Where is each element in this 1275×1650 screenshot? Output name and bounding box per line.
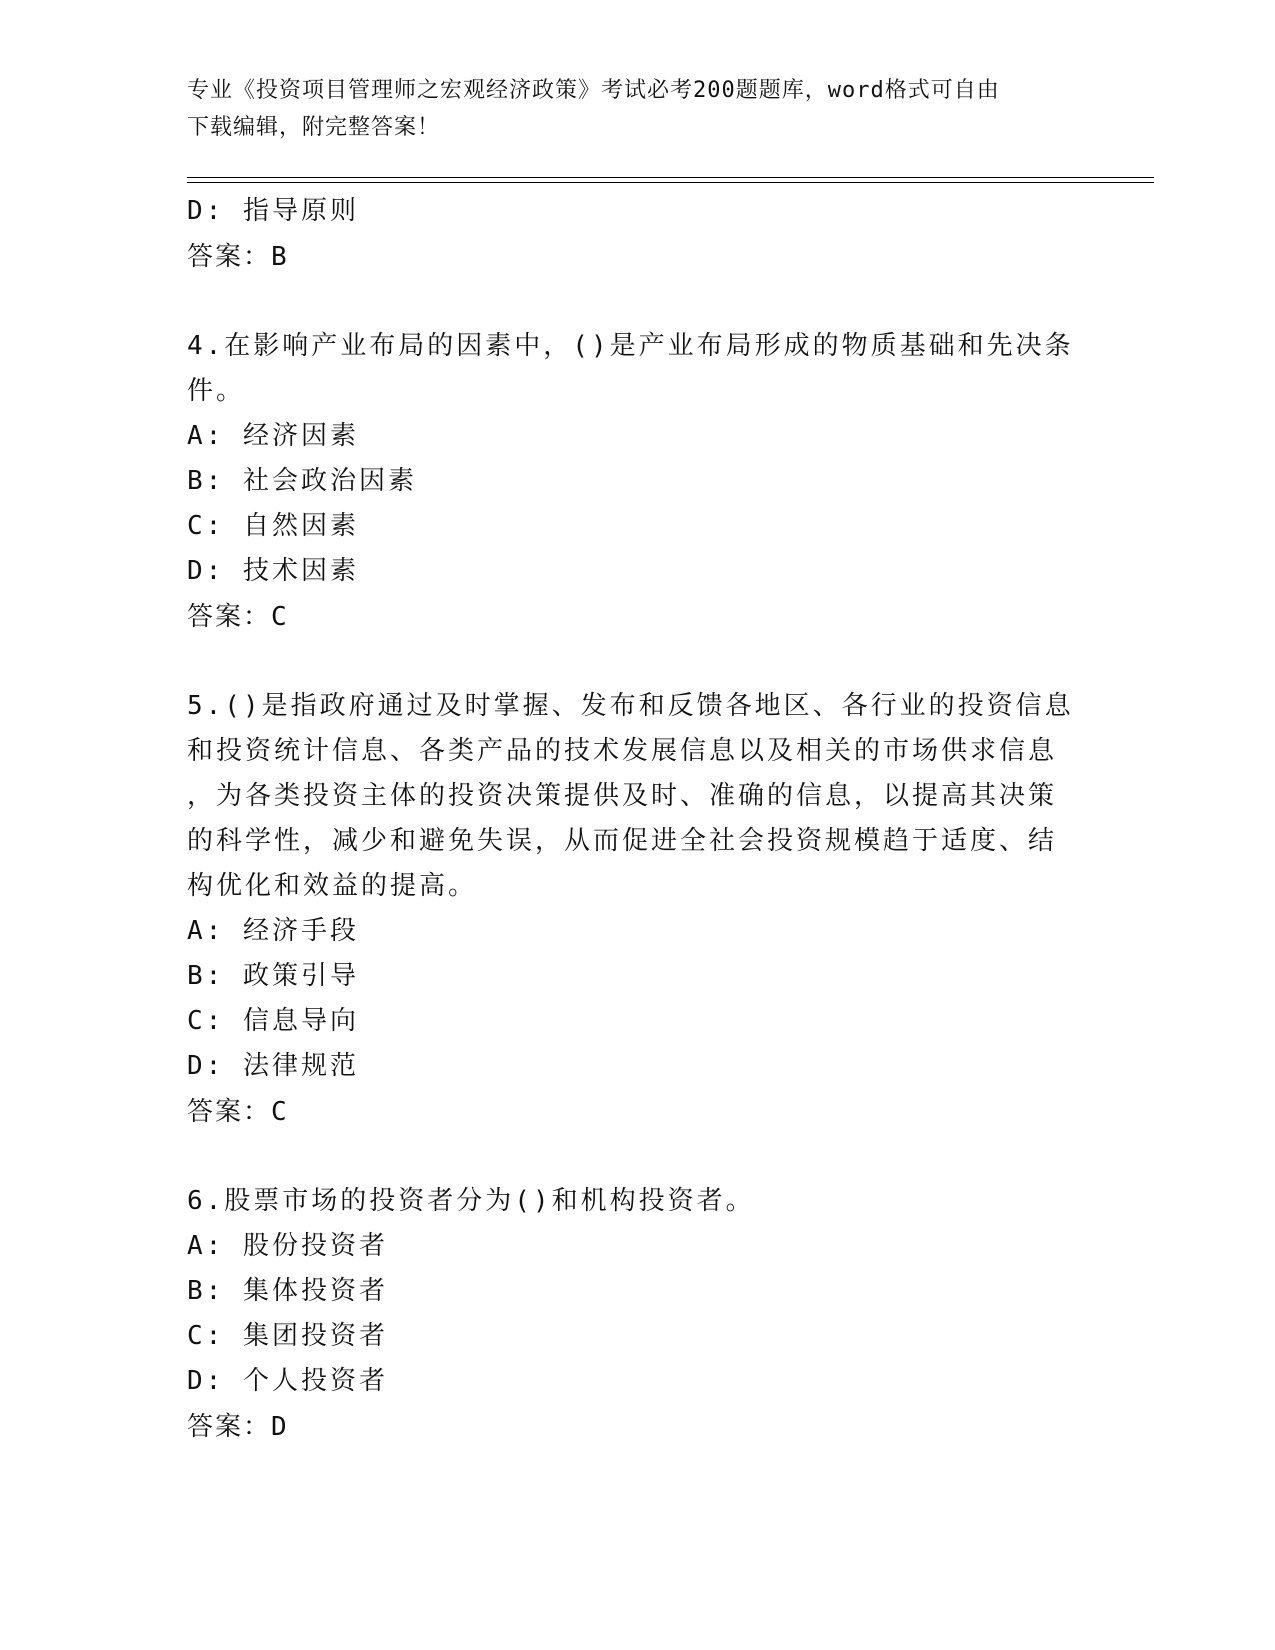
option-a: A: 经济因素 <box>187 421 359 451</box>
question-6 <box>187 1179 1067 1450</box>
option-c: C: 自然因素 <box>187 511 359 541</box>
question-stem-line: 5.()是指政府通过及时掌握、发布和反馈各地区、各行业的投资信息 <box>187 691 1074 721</box>
option-d: D: 个人投资者 <box>187 1366 388 1396</box>
question-stem-line: 6.股票市场的投资者分为()和机构投资者。 <box>187 1186 755 1216</box>
answer-value: D <box>271 1412 289 1442</box>
header-divider-bottom <box>187 182 1154 183</box>
answer-label: 答案： <box>187 242 272 272</box>
answer-label: 答案： <box>187 602 272 632</box>
answer-value: B <box>271 242 289 272</box>
question-5 <box>187 684 1074 1135</box>
option-a: A: 经济手段 <box>187 916 359 946</box>
question-stem-line: 和投资统计信息、各类产品的技术发展信息以及相关的市场供求信息 <box>187 736 1058 766</box>
option-a: A: 股份投资者 <box>187 1231 388 1261</box>
answer-line <box>187 234 1067 280</box>
document-header <box>187 72 1067 146</box>
answer-line <box>187 594 1067 640</box>
question-stem-line: ，为各类投资主体的投资决策提供及时、准确的信息，以提高其决策 <box>187 781 1058 811</box>
option-b: B: 集体投资者 <box>187 1276 388 1306</box>
answer-label: 答案： <box>187 1412 272 1442</box>
header-line-2: 下载编辑，附完整答案！ <box>187 115 441 140</box>
option-d: D: 技术因素 <box>187 556 359 586</box>
option-d: D: 法律规范 <box>187 1051 359 1081</box>
question-stem-line: 的科学性，减少和避免失误，从而促进全社会投资规模趋于适度、结 <box>187 826 1058 856</box>
header-line-1: 专业《投资项目管理师之宏观经济政策》考试必考200题题库，word格式可自由 <box>187 78 1000 103</box>
option-c: C: 信息导向 <box>187 1006 359 1036</box>
previous-question-tail <box>187 189 1067 280</box>
option-c: C: 集团投资者 <box>187 1321 388 1351</box>
option-d: D: 指导原则 <box>187 196 359 226</box>
option-b: B: 社会政治因素 <box>187 466 417 496</box>
option-b: B: 政策引导 <box>187 961 359 991</box>
answer-line <box>187 1404 1067 1450</box>
answer-label: 答案： <box>187 1097 272 1127</box>
question-list <box>187 189 1074 1450</box>
header-divider-top <box>187 177 1154 178</box>
question-stem-line: 构优化和效益的提高。 <box>187 871 478 901</box>
answer-line <box>187 1089 1067 1135</box>
answer-value: C <box>271 1097 289 1127</box>
question-stem-line: 件。 <box>187 376 246 406</box>
question-4 <box>187 324 1074 640</box>
question-stem-line: 4.在影响产业布局的因素中，()是产业布局形成的物质基础和先决条 <box>187 331 1074 361</box>
answer-value: C <box>271 602 289 632</box>
